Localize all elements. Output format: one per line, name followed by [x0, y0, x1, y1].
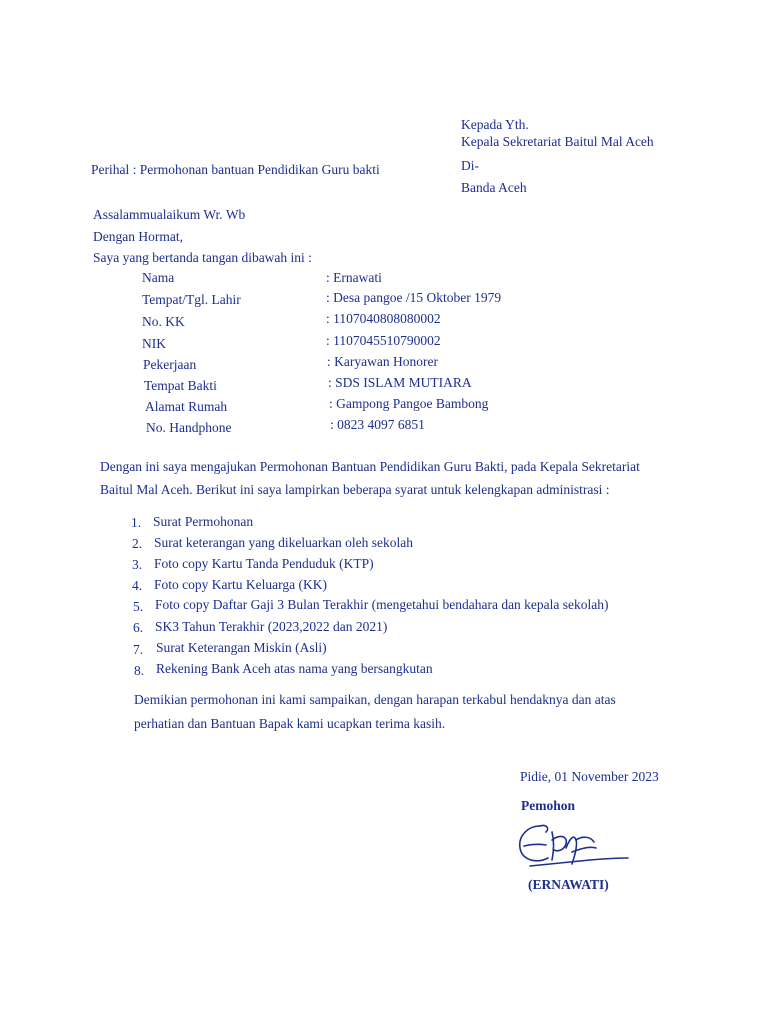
list-number: 8. — [134, 663, 145, 678]
field-value: : Desa pangoe /15 Oktober 1979 — [326, 290, 502, 305]
list-item: Foto copy Kartu Tanda Penduduk (KTP) — [154, 556, 374, 571]
field-label: Alamat Rumah — [145, 399, 228, 414]
recipient-line: Banda Aceh — [461, 180, 527, 195]
list-number: 6. — [133, 620, 144, 635]
field-value: : Ernawati — [326, 270, 382, 285]
closing-line: Demikian permohonan ini kami sampaikan, dengan harapan terkabul hendaknya dan atas — [134, 692, 616, 707]
list-item: Rekening Bank Aceh atas nama yang bersangkutan — [156, 661, 433, 676]
list-number: 4. — [132, 578, 143, 593]
field-label: NIK — [142, 336, 166, 351]
field-label: Nama — [142, 270, 175, 285]
field-value: : Gampong Pangoe Bambong — [329, 396, 489, 411]
recipient-line: Di- — [461, 158, 479, 173]
list-number: 7. — [133, 642, 144, 657]
greeting-intro: Saya yang bertanda tangan dibawah ini : — [93, 250, 312, 265]
list-item: Foto copy Daftar Gaji 3 Bulan Terakhir (mengetahui bendahara dan kepala sekolah) — [155, 597, 609, 612]
recipient-line: Kepala Sekretariat Baitul Mal Aceh — [461, 134, 654, 149]
field-label: Tempat Bakti — [144, 378, 217, 393]
body-line: Dengan ini saya mengajukan Permohonan Bantuan Pendidikan Guru Bakti, pada Kepala Sekretariat — [100, 459, 640, 474]
signature-scribble — [510, 818, 635, 878]
place-date: Pidie, 01 November 2023 — [520, 769, 659, 784]
field-label: No. Handphone — [146, 420, 232, 435]
greeting-hormat: Dengan Hormat, — [93, 229, 183, 244]
field-value: : Karyawan Honorer — [327, 354, 438, 369]
list-number: 5. — [133, 599, 144, 614]
field-label: Tempat/Tgl. Lahir — [142, 292, 241, 307]
list-number: 1. — [131, 515, 142, 530]
list-item: Surat Permohonan — [153, 514, 254, 529]
field-value: : 1107045510790002 — [326, 333, 441, 348]
signer-role: Pemohon — [521, 798, 575, 813]
field-value: : 0823 4097 6851 — [330, 417, 425, 432]
greeting-salam: Assalammualaikum Wr. Wb — [93, 207, 246, 222]
subject-line: Perihal : Permohonan bantuan Pendidikan Guru bakti — [91, 162, 380, 177]
closing-line: perhatian dan Bantuan Bapak kami ucapkan terima kasih. — [134, 716, 446, 731]
field-value: : 1107040808080002 — [326, 311, 441, 326]
list-item: Surat Keterangan Miskin (Asli) — [156, 640, 327, 655]
list-number: 3. — [132, 557, 143, 572]
list-item: Surat keterangan yang dikeluarkan oleh sekolah — [154, 535, 414, 550]
body-line: Baitul Mal Aceh. Berikut ini saya lampirkan beberapa syarat untuk kelengkapan administrasi : — [100, 482, 610, 497]
list-item: SK3 Tahun Terakhir (2023,2022 dan 2021) — [155, 619, 388, 634]
signer-name: (ERNAWATI) — [528, 877, 609, 892]
list-number: 2. — [132, 536, 143, 551]
field-value: : SDS ISLAM MUTIARA — [328, 375, 472, 390]
field-label: No. KK — [142, 314, 185, 329]
field-label: Pekerjaan — [143, 357, 197, 372]
list-item: Foto copy Kartu Keluarga (KK) — [154, 577, 327, 592]
recipient-line: Kepada Yth. — [461, 117, 529, 132]
